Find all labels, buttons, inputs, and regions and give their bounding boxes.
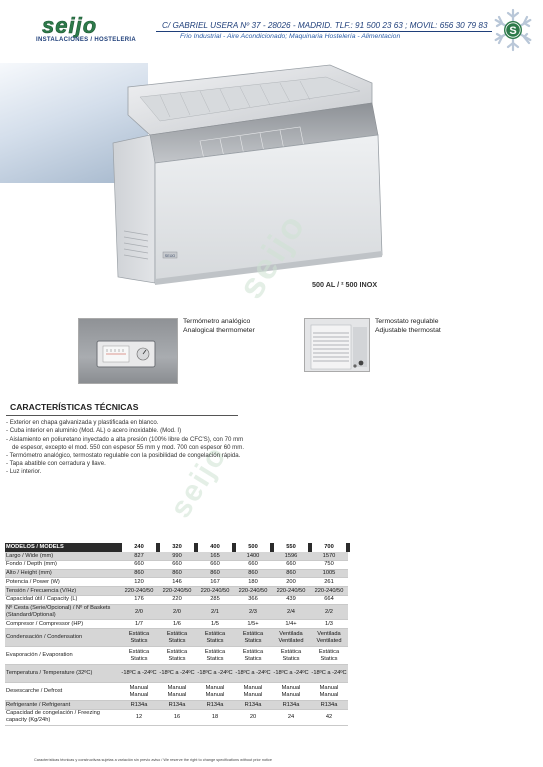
table-cell: R134a bbox=[234, 701, 272, 710]
feature-item: - Termómetro analógico, termostato regulable con la posibilidad de congelación rápida. bbox=[6, 451, 241, 459]
table-header-row bbox=[5, 543, 348, 552]
table-cell: 146 bbox=[158, 578, 196, 587]
table-cell: Estática Statics bbox=[272, 647, 310, 665]
thermostat-caption bbox=[375, 317, 441, 335]
table-cell: 860 bbox=[272, 569, 310, 578]
table-row bbox=[5, 665, 348, 683]
table-cell: 2/0 bbox=[158, 604, 196, 620]
feature-item: - Exterior en chapa galvanizada y plastificada en blanco. bbox=[6, 419, 159, 426]
thermometer-subtitle: Analogical thermometer bbox=[183, 327, 255, 334]
thermometer-caption bbox=[183, 317, 255, 335]
table-row bbox=[5, 595, 348, 604]
table-cell: 1596 bbox=[272, 552, 310, 560]
table-cell: 220-240/50 bbox=[158, 587, 196, 596]
watermark-top: seijo bbox=[229, 205, 314, 306]
table-cell: Estática Statics bbox=[196, 647, 234, 665]
logo-subtitle: INSTALACIONES / HOSTELERIA bbox=[36, 37, 137, 43]
table-cell: 1/5+ bbox=[234, 620, 272, 629]
table-cell: 2/0 bbox=[120, 604, 158, 620]
table-cell: 2/4 bbox=[272, 604, 310, 620]
table-cell: 200 bbox=[272, 578, 310, 587]
table-cell: Estática Statics bbox=[310, 647, 348, 665]
table-cell: 16 bbox=[158, 709, 196, 725]
table-cell: 660 bbox=[234, 560, 272, 569]
table-cell: Manual Manual bbox=[158, 683, 196, 701]
table-row bbox=[5, 560, 348, 569]
table-cell: Estática Statics bbox=[158, 647, 196, 665]
thermostat-title: Termostato regulable bbox=[375, 318, 439, 325]
table-cell: R134a bbox=[120, 701, 158, 710]
table-cell: 2/1 bbox=[196, 604, 234, 620]
thermometer-photo bbox=[78, 318, 178, 384]
table-cell: R134a bbox=[310, 701, 348, 710]
table-row bbox=[5, 620, 348, 629]
table-row bbox=[5, 604, 348, 620]
feature-item: - Luz interior. bbox=[6, 468, 42, 476]
model-header: 400 bbox=[196, 543, 234, 552]
table-cell: 860 bbox=[196, 569, 234, 578]
freezer-brand-label: SEIJO bbox=[164, 254, 176, 258]
hero-product-image bbox=[0, 55, 400, 295]
table-cell: 827 bbox=[120, 552, 158, 560]
table-cell: -18ºC a -24ºC bbox=[158, 665, 196, 683]
table-cell: Estática Statics bbox=[196, 629, 234, 647]
table-cell: 20 bbox=[234, 709, 272, 725]
model-caption: 500 AL / ² 500 INOX bbox=[312, 280, 378, 289]
table-cell: 750 bbox=[310, 560, 348, 569]
table-cell: 261 bbox=[310, 578, 348, 587]
thermometer-title: Termómetro analógico bbox=[183, 318, 251, 325]
row-label: Alto / Height (mm) bbox=[5, 569, 120, 578]
thermostat-subtitle: Adjustable thermostat bbox=[375, 327, 441, 334]
table-row bbox=[5, 629, 348, 647]
table-cell: -18ºC a -24ºC bbox=[310, 665, 348, 683]
table-cell: 18 bbox=[196, 709, 234, 725]
model-header: 320 bbox=[158, 543, 196, 552]
table-cell: 120 bbox=[120, 578, 158, 587]
table-row bbox=[5, 569, 348, 578]
table-cell: 220-240/50 bbox=[234, 587, 272, 596]
table-cell: Manual Manual bbox=[310, 683, 348, 701]
table-cell: R134a bbox=[272, 701, 310, 710]
model-header: 500 bbox=[234, 543, 272, 552]
chest-freezer-illustration bbox=[0, 55, 400, 295]
header-address: C/ GABRIEL USERA Nº 37 - 28026 - MADRID. TLF.: 91 500 23 63 ; MOVIL: 656 30 79 83 bbox=[162, 21, 488, 30]
table-cell: 660 bbox=[272, 560, 310, 569]
table-cell: 990 bbox=[158, 552, 196, 560]
row-label: Evaporación / Evaporation bbox=[5, 647, 120, 665]
thermostat-photo bbox=[304, 318, 370, 372]
table-cell: Manual Manual bbox=[196, 683, 234, 701]
table-cell: 660 bbox=[120, 560, 158, 569]
table-cell: 176 bbox=[120, 595, 158, 604]
table-cell: 165 bbox=[196, 552, 234, 560]
table-cell: 2/3 bbox=[234, 604, 272, 620]
characteristics-divider bbox=[6, 415, 238, 416]
table-footnote: Características técnicas y constructivas sujetas a variación sin previo aviso / We reserve the right to change specifications without prior notice bbox=[34, 758, 272, 762]
table-cell: -18ºC a -24ºC bbox=[196, 665, 234, 683]
row-label: Capacidad de congelación / Freezing capacity (Kg/24h) bbox=[5, 709, 120, 725]
table-cell: Estática Statics bbox=[234, 629, 272, 647]
row-label: Compresor / Compressor (HP) bbox=[5, 620, 120, 629]
adjustable-thermostat-icon bbox=[305, 319, 371, 373]
table-cell: 1/3 bbox=[310, 620, 348, 629]
table-cell: 660 bbox=[196, 560, 234, 569]
table-cell: Manual Manual bbox=[120, 683, 158, 701]
feature-item: - Tapa abatible con cerradura y llave. bbox=[6, 460, 106, 468]
model-header: 700 bbox=[310, 543, 348, 552]
model-header: 550 bbox=[272, 543, 310, 552]
table-cell: 1005 bbox=[310, 569, 348, 578]
table-row bbox=[5, 587, 348, 596]
table-cell: Manual Manual bbox=[272, 683, 310, 701]
table-cell: -18ºC a -24ºC bbox=[272, 665, 310, 683]
header-divider bbox=[156, 31, 492, 32]
table-cell: 220-240/50 bbox=[310, 587, 348, 596]
row-label: Tensión / Frecuencia (V/Hz) bbox=[5, 587, 120, 596]
feature-item: - Aislamiento en poliuretano inyectado a alta presión (100% libre de CFC'S), con 70 mm de espesor, excepto el mod. 550 con espesor 55 mm y mod. 700 con espesor 60 mm. bbox=[6, 435, 245, 451]
table-cell: 220-240/50 bbox=[120, 587, 158, 596]
table-cell: 860 bbox=[234, 569, 272, 578]
characteristics-title: CARACTERÍSTICAS TÉCNICAS bbox=[10, 402, 139, 412]
table-cell: 167 bbox=[196, 578, 234, 587]
table-cell: 439 bbox=[272, 595, 310, 604]
row-label: Fondo / Depth (mm) bbox=[5, 560, 120, 569]
table-cell: 860 bbox=[158, 569, 196, 578]
table-row bbox=[5, 578, 348, 587]
table-row bbox=[5, 647, 348, 665]
table-cell: Estática Statics bbox=[120, 629, 158, 647]
header-tagline: Frio Industrial - Aire Acondicionado; Maquinaria Hostelería - Alimentacion bbox=[180, 33, 401, 40]
table-cell: Manual Manual bbox=[234, 683, 272, 701]
table-cell: 24 bbox=[272, 709, 310, 725]
characteristics-list bbox=[6, 419, 246, 477]
table-cell: 366 bbox=[234, 595, 272, 604]
table-cell: 1/6 bbox=[158, 620, 196, 629]
table-cell: 1/5 bbox=[196, 620, 234, 629]
row-label: Desescarche / Defrost bbox=[5, 683, 120, 701]
table-cell: -18ºC a -24ºC bbox=[120, 665, 158, 683]
table-cell: 664 bbox=[310, 595, 348, 604]
table-cell: Estática Statics bbox=[120, 647, 158, 665]
company-logo bbox=[36, 13, 146, 49]
feature-item: - Cuba interior en aluminio (Mod. AL) o acero inoxidable. (Mod. I) bbox=[6, 427, 182, 435]
table-cell: 1/4+ bbox=[272, 620, 310, 629]
row-label: Capacidad útil / Capacity (L) bbox=[5, 595, 120, 604]
models-header: MODELOS / MODELS bbox=[5, 543, 120, 552]
table-cell: Ventilada Ventilated bbox=[310, 629, 348, 647]
table-cell: 12 bbox=[120, 709, 158, 725]
table-cell: -18ºC a -24ºC bbox=[234, 665, 272, 683]
table-cell: Ventilada Ventilated bbox=[272, 629, 310, 647]
row-label: Temperatura / Temperature (32ºC) bbox=[5, 665, 120, 683]
table-row bbox=[5, 683, 348, 701]
table-cell: 1570 bbox=[310, 552, 348, 560]
table-cell: 180 bbox=[234, 578, 272, 587]
table-cell: R134a bbox=[158, 701, 196, 710]
model-header: 240 bbox=[120, 543, 158, 552]
table-row bbox=[5, 701, 348, 710]
snowflake-badge-icon bbox=[491, 8, 535, 52]
logo-wordmark: seijo bbox=[42, 13, 98, 38]
analog-thermometer-icon bbox=[79, 319, 179, 385]
table-cell: 220-240/50 bbox=[272, 587, 310, 596]
table-cell: 2/2 bbox=[310, 604, 348, 620]
table-body bbox=[5, 552, 348, 725]
row-label: Condensación / Condensation bbox=[5, 629, 120, 647]
table-cell: 220-240/50 bbox=[196, 587, 234, 596]
table-cell: 220 bbox=[158, 595, 196, 604]
watermark-bottom: seijo bbox=[164, 439, 234, 524]
table-cell: Estática Statics bbox=[158, 629, 196, 647]
table-cell: 660 bbox=[158, 560, 196, 569]
table-cell: 860 bbox=[120, 569, 158, 578]
row-label: Refrigerante / Refrigerant bbox=[5, 701, 120, 710]
table-cell: R134a bbox=[196, 701, 234, 710]
table-cell: 285 bbox=[196, 595, 234, 604]
table-row bbox=[5, 709, 348, 725]
row-label: Largo / Wide (mm) bbox=[5, 552, 120, 560]
table-row bbox=[5, 552, 348, 560]
specifications-table bbox=[5, 543, 350, 726]
table-cell: 42 bbox=[310, 709, 348, 725]
row-label: Nº Cesta (Serie/Opcional) / Nº of Baskets (Standard/Optional) bbox=[5, 604, 120, 620]
table-cell: Estática Statics bbox=[234, 647, 272, 665]
row-label: Potencia / Power (W) bbox=[5, 578, 120, 587]
table-cell: 1400 bbox=[234, 552, 272, 560]
table-cell: 1/7 bbox=[120, 620, 158, 629]
badge-letter: S bbox=[509, 25, 517, 37]
